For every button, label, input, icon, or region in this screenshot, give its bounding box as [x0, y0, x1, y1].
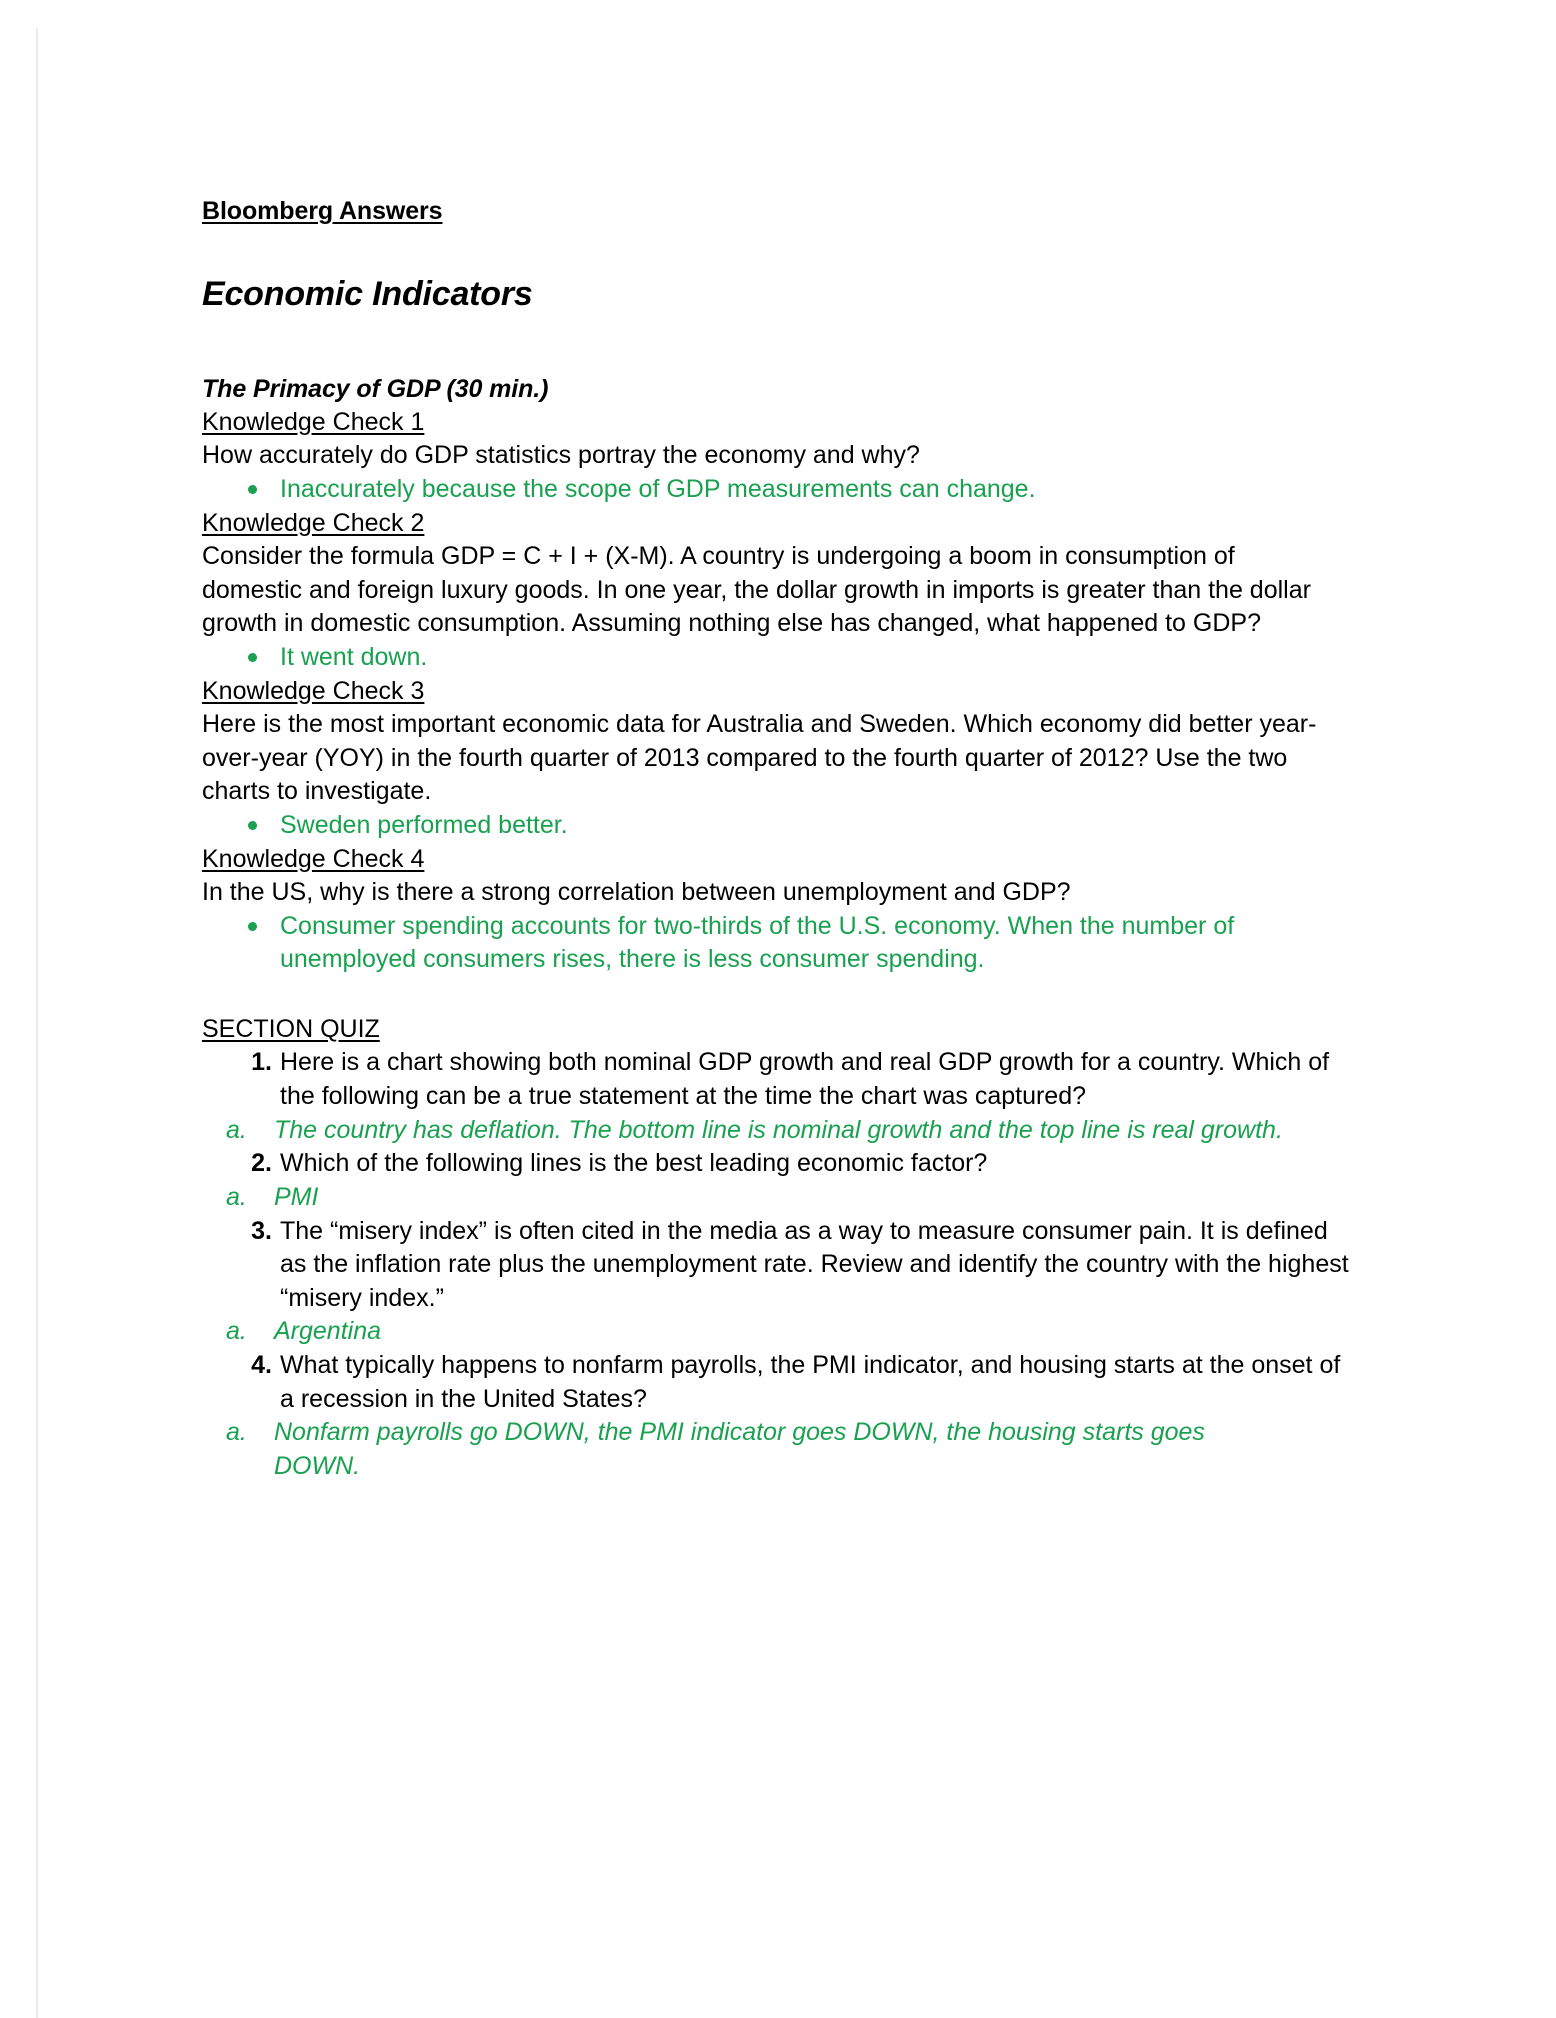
quiz-item-question: What typically happens to nonfarm payrolls, the PMI indicator, and housing starts at the onset of a recession in the United States? — [280, 1351, 1341, 1413]
knowledge-check-4-question: In the US, why is there a strong correlation between unemployment and GDP? — [202, 878, 1071, 907]
quiz-item-number: 3. — [251, 1216, 272, 1245]
knowledge-check-1-question: How accurately do GDP statistics portray the economy and why? — [202, 441, 920, 470]
quiz-item-number: 1. — [251, 1048, 272, 1077]
quiz-item — [202, 1046, 1360, 1113]
knowledge-check-3-label-text: Knowledge Check 3 — [202, 676, 425, 705]
section-quiz-heading — [202, 1013, 1360, 1047]
quiz-item — [202, 1147, 1360, 1181]
knowledge-check-1-answers — [202, 473, 1360, 507]
bullet-icon — [248, 821, 257, 830]
quiz-answer — [202, 1114, 1360, 1148]
quiz-answer — [202, 1181, 1360, 1215]
quiz-answer-text: Nonfarm payrolls go DOWN, the PMI indicator goes DOWN, the housing starts goes DOWN. — [274, 1418, 1205, 1480]
knowledge-check-2-question: Consider the formula GDP = C + I + (X-M). A country is undergoing a boom in consumption of domestic and foreign luxury goods. In one year, the dollar growth in imports is greater than the dollar growth in domestic consumption. Assuming nothing else has changed, what happened to GDP? — [202, 542, 1311, 638]
document-heading: Economic Indicators — [202, 275, 533, 313]
knowledge-check-4-label — [202, 843, 1360, 877]
quiz-answer — [202, 1416, 1360, 1483]
quiz-item-question: The “misery index” is often cited in the media as a way to measure consumer pain. It is defined as the inflation rate plus the unemployment rate. Review and identify the country with the highest “misery index.” — [280, 1216, 1349, 1312]
quiz-item-question: Here is a chart showing both nominal GDP growth and real GDP growth for a country. Which of the following can be a true statement at the time the chart was captured? — [280, 1048, 1330, 1111]
answer-text: Sweden performed better. — [280, 810, 568, 839]
bullet-icon — [248, 922, 257, 931]
knowledge-check-3-answers — [202, 809, 1360, 843]
answer-text: Inaccurately because the scope of GDP measurements can change. — [280, 474, 1036, 503]
answer-text: It went down. — [280, 642, 428, 671]
quiz-item — [202, 1215, 1360, 1316]
quiz-item-question: Which of the following lines is the best leading economic factor? — [280, 1149, 988, 1178]
answer-item — [202, 641, 1360, 675]
quiz-item-number: 4. — [251, 1351, 272, 1380]
knowledge-check-2-label — [202, 507, 1360, 541]
knowledge-check-1-label-text: Knowledge Check 1 — [202, 407, 425, 436]
section-title: The Primacy of GDP (30 min.) — [202, 374, 549, 403]
answer-item — [202, 910, 1360, 977]
bullet-icon — [248, 653, 257, 662]
quiz-item — [202, 1349, 1360, 1416]
quiz-answer-letter: a. — [226, 1182, 247, 1211]
document-title: Bloomberg Answers — [202, 197, 443, 225]
quiz-answer-text: PMI — [274, 1182, 319, 1211]
knowledge-check-3-question: Here is the most important economic data for Australia and Sweden. Which economy did better year-over-year (YOY) in the fourth quarter of 2013 compared to the fourth quarter of 2012? Use the two charts to investigate. — [202, 710, 1317, 806]
quiz-answer-letter: a. — [226, 1418, 247, 1447]
knowledge-check-1-label — [202, 406, 1360, 440]
quiz-answer-text: The country has deflation. The bottom line is nominal growth and the top line is real growth. — [274, 1115, 1283, 1144]
section-quiz-heading-text: SECTION QUIZ — [202, 1014, 380, 1043]
answer-text: Consumer spending accounts for two-thirds of the U.S. economy. When the number of unemployed consumers rises, there is less consumer spending. — [280, 911, 1235, 974]
knowledge-check-2-label-text: Knowledge Check 2 — [202, 508, 425, 537]
knowledge-check-4-label-text: Knowledge Check 4 — [202, 844, 425, 873]
knowledge-check-3-label — [202, 675, 1360, 709]
answer-item — [202, 809, 1360, 843]
knowledge-check-4-answers — [202, 910, 1360, 977]
bullet-icon — [248, 485, 257, 494]
section-quiz-list — [202, 1046, 1360, 1483]
quiz-answer-letter: a. — [226, 1317, 247, 1346]
quiz-item-number: 2. — [251, 1149, 272, 1178]
quiz-answer-text: Argentina — [274, 1317, 382, 1346]
knowledge-check-2-answers — [202, 641, 1360, 675]
answer-item — [202, 473, 1360, 507]
quiz-answer — [202, 1315, 1360, 1349]
quiz-answer-letter: a. — [226, 1115, 247, 1144]
